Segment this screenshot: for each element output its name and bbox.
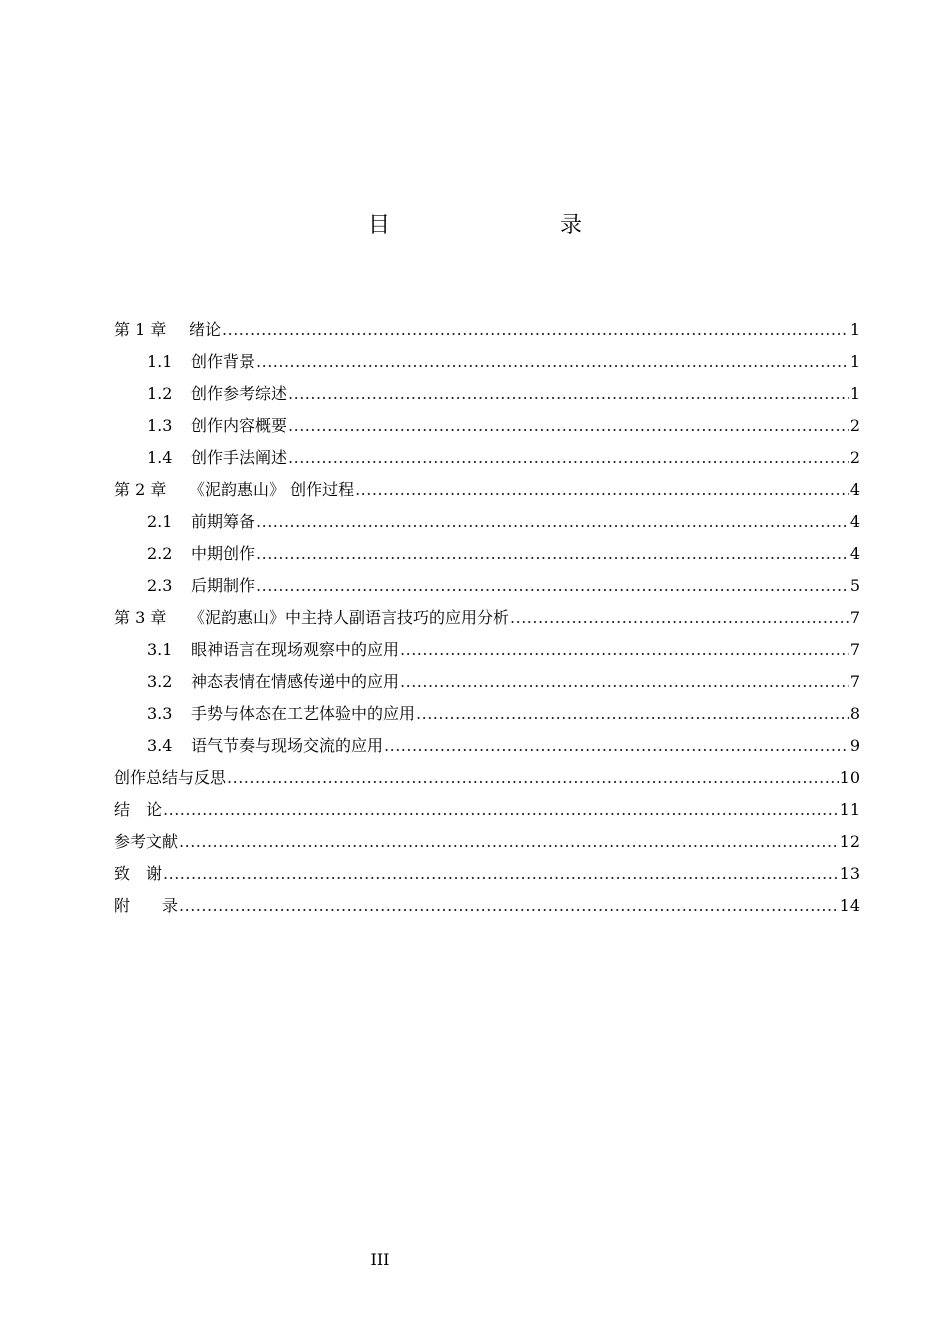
toc-entry-label: 附 录 (114, 896, 179, 915)
toc-entry-label: 绪论 (189, 320, 222, 339)
toc-entry-page: 1 (849, 384, 860, 403)
toc-entry-number: 3.3 (147, 704, 173, 723)
dot-leader (416, 698, 849, 730)
toc-entry-number: 2.2 (147, 544, 173, 563)
toc-entry-label: 创作内容概要 (191, 416, 288, 435)
toc-entry-page: 10 (839, 768, 860, 787)
toc-entry-page: 12 (839, 832, 860, 851)
toc-entry-page: 11 (839, 800, 860, 819)
toc-entry-page: 4 (849, 480, 860, 499)
toc-entry-number: 3.1 (147, 640, 173, 659)
toc-entry-page: 7 (849, 608, 860, 627)
toc-entry-number: 第 3 章 (114, 608, 167, 627)
toc-entry-label: 创作背景 (191, 352, 256, 371)
toc-entry-number: 2.3 (147, 576, 173, 595)
toc-entry-page: 13 (839, 864, 860, 883)
toc-entry-page: 9 (849, 736, 860, 755)
toc-entry-conclusion[interactable] (114, 794, 860, 826)
toc-entry-references[interactable] (114, 826, 860, 858)
toc-entry-appendix[interactable] (114, 890, 860, 922)
toc-entry-page: 2 (849, 416, 860, 435)
toc-entry-chapter-1[interactable] (114, 314, 860, 346)
toc-entry-label: 参考文献 (114, 832, 179, 851)
table-of-contents (114, 314, 860, 922)
toc-entry-page: 7 (849, 640, 860, 659)
toc-entry-number: 2.1 (147, 512, 173, 531)
dot-leader (288, 410, 849, 442)
page-number: III (370, 1250, 390, 1269)
toc-entry-section[interactable] (114, 666, 860, 698)
toc-entry-page: 5 (849, 576, 860, 595)
page-title: 目 录 (367, 213, 624, 238)
dot-leader (400, 666, 849, 698)
toc-entry-label: 《泥韵惠山》 创作过程 (189, 480, 355, 499)
toc-entry-chapter-2[interactable] (114, 474, 860, 506)
toc-entry-page: 4 (849, 544, 860, 563)
toc-entry-page: 7 (849, 672, 860, 691)
dot-leader (400, 634, 849, 666)
toc-entry-section[interactable] (114, 538, 860, 570)
dot-leader (256, 506, 849, 538)
toc-entry-section[interactable] (114, 410, 860, 442)
dot-leader (288, 378, 849, 410)
toc-entry-number: 第 1 章 (114, 320, 167, 339)
dot-leader (355, 474, 849, 506)
toc-entry-section[interactable] (114, 506, 860, 538)
toc-entry-chapter-3[interactable] (114, 602, 860, 634)
toc-entry-label: 致 谢 (114, 864, 163, 883)
toc-entry-label: 后期制作 (191, 576, 256, 595)
toc-entry-number: 1.3 (147, 416, 173, 435)
toc-entry-section[interactable] (114, 570, 860, 602)
toc-entry-section[interactable] (114, 730, 860, 762)
toc-entry-label: 眼神语言在现场观察中的应用 (191, 640, 400, 659)
toc-entry-page: 4 (849, 512, 860, 531)
toc-entry-page: 8 (849, 704, 860, 723)
toc-entry-label: 创作参考综述 (191, 384, 288, 403)
toc-entry-label: 中期创作 (191, 544, 256, 563)
toc-entry-section[interactable] (114, 378, 860, 410)
toc-entry-acknowledgements[interactable] (114, 858, 860, 890)
toc-entry-number: 3.4 (147, 736, 173, 755)
dot-leader (288, 442, 849, 474)
toc-entry-page: 14 (839, 896, 860, 915)
dot-leader (256, 538, 849, 570)
toc-entry-label: 《泥韵惠山》中主持人副语言技巧的应用分析 (189, 608, 510, 627)
toc-entry-number: 第 2 章 (114, 480, 167, 499)
toc-entry-label: 神态表情在情感传递中的应用 (191, 672, 400, 691)
dot-leader (510, 602, 849, 634)
dot-leader (384, 730, 849, 762)
dot-leader (222, 314, 849, 346)
toc-entry-label: 结 论 (114, 800, 163, 819)
toc-entry-label: 创作总结与反思 (114, 768, 227, 787)
dot-leader (179, 826, 839, 858)
toc-entry-section[interactable] (114, 442, 860, 474)
dot-leader (179, 890, 839, 922)
toc-entry-label: 语气节奏与现场交流的应用 (191, 736, 384, 755)
toc-entry-page: 2 (849, 448, 860, 467)
toc-entry-number: 1.2 (147, 384, 173, 403)
dot-leader (227, 762, 839, 794)
toc-entry-section[interactable] (114, 346, 860, 378)
toc-entry-section[interactable] (114, 634, 860, 666)
toc-entry-label: 手势与体态在工艺体验中的应用 (191, 704, 416, 723)
toc-entry-label: 创作手法阐述 (191, 448, 288, 467)
dot-leader (163, 794, 839, 826)
toc-entry-section[interactable] (114, 698, 860, 730)
toc-entry-number: 3.2 (147, 672, 173, 691)
toc-entry-page: 1 (849, 352, 860, 371)
toc-entry-number: 1.1 (147, 352, 173, 371)
toc-entry-number: 1.4 (147, 448, 173, 467)
toc-entry-page: 1 (849, 320, 860, 339)
dot-leader (256, 570, 849, 602)
dot-leader (163, 858, 839, 890)
toc-entry-summary[interactable] (114, 762, 860, 794)
toc-entry-label: 前期筹备 (191, 512, 256, 531)
dot-leader (256, 346, 849, 378)
